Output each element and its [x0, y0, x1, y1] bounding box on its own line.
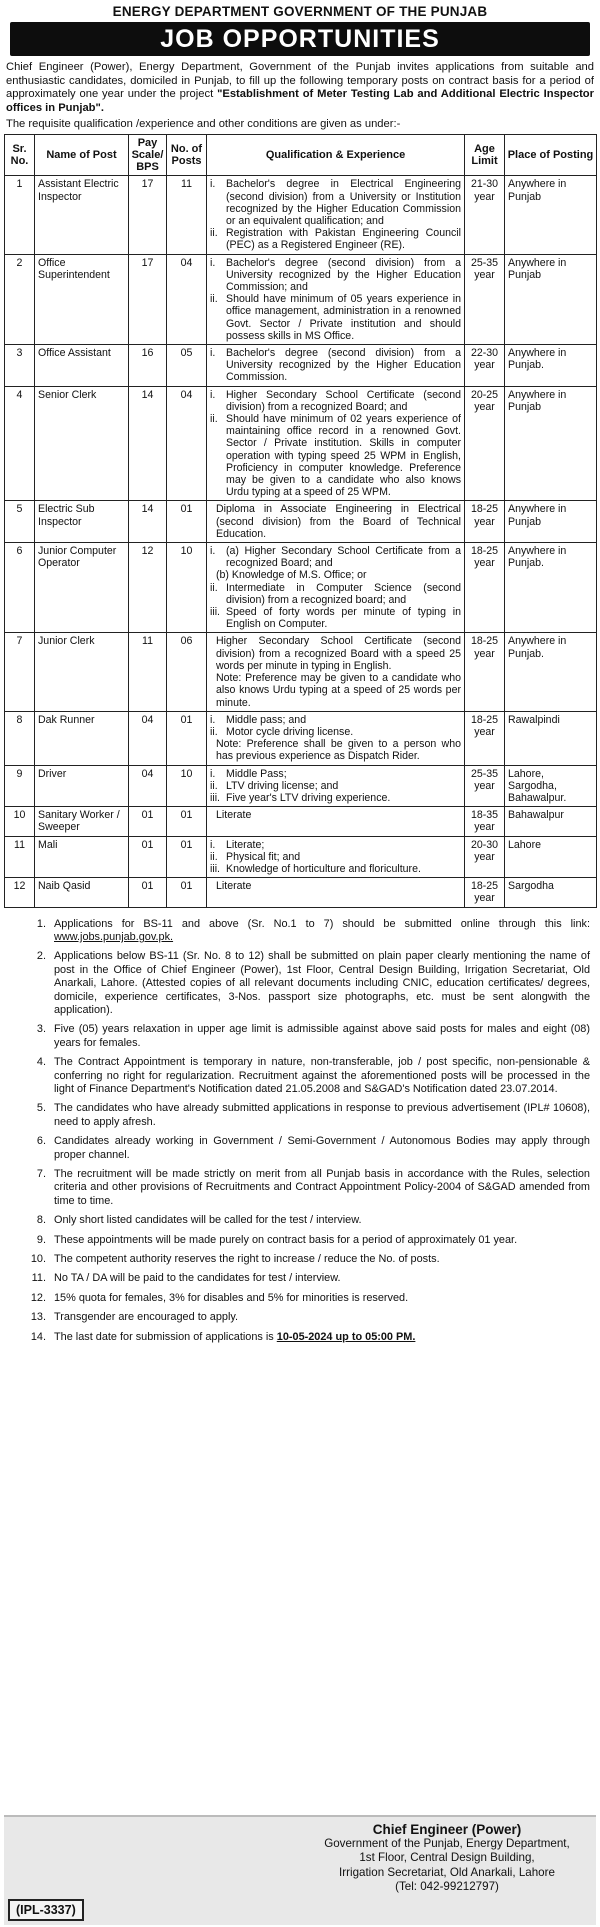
note-number: 4. — [36, 1056, 46, 1069]
qualification-item-text: Higher Secondary School Certificate (second division) from a recognized Board with a speed 25 words per minute in typing in English. — [216, 635, 461, 672]
post-name-cell: Junior Computer Operator — [35, 543, 129, 633]
signatory-line-3: Irrigation Secretariat, Old Anarkali, Lahore — [339, 1865, 555, 1879]
note-text: The competent authority reserves the right to increase / reduce the No. of posts. — [54, 1253, 440, 1266]
pay-scale-cell: 14 — [129, 501, 167, 543]
qualification-item — [210, 863, 461, 875]
num-posts-cell: 10 — [167, 543, 207, 633]
footer-box — [4, 1815, 596, 1925]
age-limit-cell: 20-30 year — [465, 836, 505, 878]
note-number: 6. — [36, 1135, 46, 1148]
qualification-cell — [207, 501, 465, 543]
note-text: Transgender are encouraged to apply. — [54, 1311, 239, 1324]
pay-scale-cell: 17 — [129, 176, 167, 254]
num-posts-cell: 05 — [167, 345, 207, 387]
qualification-cell — [207, 176, 465, 254]
signatory-title: Chief Engineer (Power) — [372, 1822, 522, 1837]
signatory-line-2: 1st Floor, Central Design Building, — [359, 1851, 535, 1865]
table-row — [5, 254, 597, 344]
qualification-item — [210, 780, 461, 792]
num-posts-cell: 01 — [167, 807, 207, 836]
qualification-item-text: Middle pass; and — [226, 713, 307, 726]
qualification-cell — [207, 765, 465, 807]
note-item — [30, 1311, 590, 1324]
qualification-item-text: Diploma in Associate Engineering in Electrical (second division) from the Board of Technical Education. — [216, 503, 461, 540]
qualification-item-text: (b) Knowledge of M.S. Office; or — [216, 569, 367, 582]
header-post: Name of Post — [35, 135, 129, 176]
note-text: Applications for BS-11 and above (Sr. No.1 to 7) should be submitted online through this link: — [54, 917, 590, 930]
qualification-item-text: Knowledge of horticulture and floriculture. — [226, 862, 421, 875]
place-of-posting-cell: Anywhere in Punjab. — [505, 633, 597, 711]
qualification-item — [210, 714, 461, 726]
qualification-cell — [207, 543, 465, 633]
note-text-wrap — [54, 1102, 590, 1129]
qualification-item-text: Note: Preference may be given to a candidate who also knows Urdu typing at a speed of 25 words per minute. — [216, 672, 461, 709]
qualification-item-text: LTV driving license; and — [226, 779, 339, 792]
age-limit-cell: 20-25 year — [465, 386, 505, 501]
age-limit-cell: 18-25 year — [465, 543, 505, 633]
qualification-item-text: Literate — [216, 809, 252, 822]
num-posts-cell: 01 — [167, 501, 207, 543]
qualification-item — [210, 389, 461, 413]
pay-scale-cell: 12 — [129, 543, 167, 633]
requisite-line: The requisite qualification /experience and other conditions are given as under:- — [6, 118, 401, 131]
notes-list — [4, 918, 596, 1345]
qualification-item-number: iii. — [210, 606, 221, 619]
note-text: These appointments will be made purely on contract basis for a period of approximately 01 year. — [54, 1233, 518, 1246]
sr-cell: 3 — [5, 345, 35, 387]
place-of-posting-cell: Anywhere in Punjab. — [505, 543, 597, 633]
qualification-item — [210, 503, 461, 540]
signature-block — [322, 1823, 572, 1894]
qualification-item-number: ii. — [210, 779, 218, 792]
pay-scale-cell: 11 — [129, 633, 167, 711]
signatory-line-1: Government of the Punjab, Energy Department, — [324, 1837, 570, 1851]
post-name-cell: Driver — [35, 765, 129, 807]
qualification-item — [210, 347, 461, 384]
note-number: 12. — [30, 1291, 46, 1304]
qualification-item — [210, 726, 461, 738]
age-limit-cell: 18-35 year — [465, 807, 505, 836]
table-row — [5, 633, 597, 711]
qualification-item-text: (a) Higher Secondary School Certificate from a recognized Board; and — [226, 545, 461, 570]
qualification-item-text: Bachelor's degree (second division) from a University recognized by the Higher Education Commission; and — [226, 256, 461, 293]
qualification-item — [210, 880, 461, 892]
note-number: 2. — [36, 950, 46, 963]
note-text: The candidates who have already submitted applications in response to previous advertisement (IPL# 10608), need to apply afresh. — [54, 1102, 590, 1128]
qualification-item-number: i. — [210, 713, 216, 726]
pay-scale-cell: 01 — [129, 836, 167, 878]
qualification-cell — [207, 345, 465, 387]
qualification-item — [210, 809, 461, 821]
pay-scale-cell: 04 — [129, 711, 167, 765]
note-text: Applications below BS-11 (Sr. No. 8 to 12) shall be submitted on plain paper clearly mentioning the name of post in the Office of Chief Engineer (Power), 1st Floor, Central Design Building, Irrigation Secretariat, Old Anarkali, Lahore. (Attested copies of all relevant documents including CNIC, education certificates/ degrees, domicile, experience certificates, 3-Nos. passport size photographs, etc. must be sent alongwith the application). — [54, 950, 590, 1016]
sr-cell: 4 — [5, 386, 35, 501]
last-date: 10-05-2024 up to 05:00 PM. — [276, 1330, 416, 1343]
note-text: No TA / DA will be paid to the candidates for test / interview. — [54, 1272, 341, 1285]
post-name-cell: Senior Clerk — [35, 386, 129, 501]
age-limit-cell: 22-30 year — [465, 345, 505, 387]
note-text-wrap — [54, 1056, 590, 1096]
qualification-item — [210, 738, 461, 762]
sr-cell: 7 — [5, 633, 35, 711]
pay-scale-cell: 01 — [129, 878, 167, 907]
age-limit-cell: 18-25 year — [465, 878, 505, 907]
num-posts-cell: 04 — [167, 386, 207, 501]
qualification-item-number: i. — [210, 838, 216, 851]
sr-cell: 5 — [5, 501, 35, 543]
qualification-cell — [207, 836, 465, 878]
qualification-item-text: Bachelor's degree (second division) from a University recognized by the Higher Education Commission. — [226, 347, 461, 384]
num-posts-cell: 01 — [167, 878, 207, 907]
post-name-cell: Mali — [35, 836, 129, 878]
note-text-wrap — [54, 1135, 590, 1162]
sr-cell: 6 — [5, 543, 35, 633]
qualification-item-number: i. — [210, 767, 216, 780]
pay-scale-cell: 04 — [129, 765, 167, 807]
qualification-item — [210, 792, 461, 804]
job-opportunities-banner: JOB OPPORTUNITIES — [10, 22, 590, 56]
qualification-item-number: ii. — [210, 293, 218, 306]
num-posts-cell: 06 — [167, 633, 207, 711]
qualification-item-number: i. — [210, 256, 216, 269]
qualification-item — [210, 293, 461, 342]
table-row — [5, 711, 597, 765]
sr-cell: 9 — [5, 765, 35, 807]
note-item — [34, 1214, 590, 1227]
num-posts-cell: 11 — [167, 176, 207, 254]
sr-cell: 11 — [5, 836, 35, 878]
note-number: 5. — [36, 1102, 46, 1115]
age-limit-cell: 18-25 year — [465, 501, 505, 543]
qualification-cell — [207, 386, 465, 501]
qualification-item-number: iii. — [210, 791, 221, 804]
post-name-cell: Sanitary Worker / Sweeper — [35, 807, 129, 836]
advertisement — [4, 2, 596, 1350]
note-text-wrap — [54, 1311, 590, 1324]
note-item — [34, 1056, 590, 1096]
qualification-item-text: Five year's LTV driving experience. — [226, 791, 391, 804]
header-pay: Pay Scale/ BPS — [129, 135, 167, 176]
post-name-cell: Assistant Electric Inspector — [35, 176, 129, 254]
place-of-posting-cell: Anywhere in Punjab — [505, 176, 597, 254]
qualification-item — [210, 851, 461, 863]
note-text: Five (05) years relaxation in upper age limit is admissible against above said posts for males and eight (08) years for females. — [54, 1023, 590, 1049]
place-of-posting-cell: Rawalpindi — [505, 711, 597, 765]
sr-cell: 10 — [5, 807, 35, 836]
department-heading: ENERGY DEPARTMENT GOVERNMENT OF THE PUNJAB — [112, 4, 488, 19]
note-text: Only short listed candidates will be called for the test / interview. — [54, 1214, 362, 1227]
qualification-item — [210, 672, 461, 709]
place-of-posting-cell: Anywhere in Punjab. — [505, 345, 597, 387]
qualification-item — [210, 582, 461, 606]
table-row — [5, 836, 597, 878]
place-of-posting-cell: Anywhere in Punjab — [505, 254, 597, 344]
note-text-wrap — [54, 918, 590, 945]
age-limit-cell: 25-35 year — [465, 765, 505, 807]
place-of-posting-cell: Anywhere in Punjab — [505, 386, 597, 501]
qualification-item — [210, 178, 461, 227]
intro-text: Chief Engineer (Power), Energy Department, Government of the Punjab invites applications from suitable and enthusiastic candidates, domiciled in Punjab, to fill up the following temporary posts on contract basis for a period of approximately one year under the project — [6, 61, 594, 101]
num-posts-cell: 01 — [167, 836, 207, 878]
place-of-posting-cell: Bahawalpur — [505, 807, 597, 836]
note-number: 13. — [30, 1311, 46, 1324]
note-text-wrap — [54, 1214, 590, 1227]
note-item — [30, 1330, 590, 1344]
post-name-cell: Naib Qasid — [35, 878, 129, 907]
note-number: 1. — [36, 917, 46, 930]
num-posts-cell: 01 — [167, 711, 207, 765]
pay-scale-cell: 16 — [129, 345, 167, 387]
ipl-number: (IPL-3337) — [8, 1899, 84, 1921]
note-text-wrap — [54, 1253, 590, 1266]
age-limit-cell: 21-30 year — [465, 176, 505, 254]
note-text: The recruitment will be made strictly on merit from all Punjab basis in accordance with the Rules, selection criteria and other provisions of Recruitments and Contract Appointment Policy-2004 of S&GAD amended from time to time. — [54, 1168, 590, 1207]
note-text: Candidates already working in Government / Semi-Government / Autonomous Bodies may apply through proper channel. — [54, 1135, 590, 1161]
note-text-wrap — [54, 1234, 590, 1247]
age-limit-cell: 18-25 year — [465, 633, 505, 711]
table-row — [5, 176, 597, 254]
qualification-item-text: Intermediate in Computer Science (second division) from a recognized board; and — [226, 581, 461, 606]
post-name-cell: Dak Runner — [35, 711, 129, 765]
post-name-cell: Office Assistant — [35, 345, 129, 387]
note-item — [30, 1291, 590, 1305]
qualification-item-number: ii. — [210, 725, 218, 738]
note-item — [30, 1253, 590, 1266]
header-qual: Qualification & Experience — [207, 135, 465, 176]
pay-scale-cell: 17 — [129, 254, 167, 344]
note-item — [34, 1168, 590, 1208]
note-text: The Contract Appointment is temporary in nature, non-transferable, job / post specific, non-pensionable & conferring no right for regularization. Recruitment against the aforementioned posts will be processed in the light of Finance Department's Notification dated 21.05.2008 and S&GAD's Notification dated 23.07.2014. — [54, 1056, 590, 1096]
header-num: No. of Posts — [167, 135, 207, 176]
num-posts-cell: 04 — [167, 254, 207, 344]
signatory-line-4: (Tel: 042-99212797) — [395, 1879, 499, 1893]
qualification-item — [210, 413, 461, 498]
project-name: "Establishment of Meter Testing Lab and Additional Electric Inspector offices in Punjab". — [6, 88, 594, 114]
note-item — [31, 1272, 590, 1285]
qualification-item — [210, 768, 461, 780]
qualification-item — [210, 839, 461, 851]
qualification-item-text: Speed of forty words per minute of typing in English on Computer. — [226, 606, 461, 631]
qualification-item-number: ii. — [210, 850, 218, 863]
qualification-item — [210, 227, 461, 251]
place-of-posting-cell: Lahore, Sargodha, Bahawalpur. — [505, 765, 597, 807]
header-age: Age Limit — [465, 135, 505, 176]
qualification-item-number: i. — [210, 347, 216, 360]
age-limit-cell: 25-35 year — [465, 254, 505, 344]
note-item — [34, 918, 590, 945]
note-text-wrap — [54, 950, 590, 1017]
note-item — [34, 1135, 590, 1162]
qualification-cell — [207, 254, 465, 344]
note-text-wrap — [54, 1331, 590, 1344]
qualification-item — [210, 545, 461, 569]
post-name-cell: Office Superintendent — [35, 254, 129, 344]
note-text-wrap — [54, 1023, 590, 1050]
qualification-item-number: iii. — [210, 862, 221, 875]
pay-scale-cell: 14 — [129, 386, 167, 501]
num-posts-cell: 10 — [167, 765, 207, 807]
note-text-wrap — [54, 1272, 590, 1285]
qualification-item-text: Motor cycle driving license. — [226, 725, 354, 738]
qualification-item-number: ii. — [210, 581, 218, 594]
table-header-row — [5, 135, 597, 176]
note-number: 14. — [30, 1330, 46, 1343]
qualification-item-text: Note: Preference shall be given to a person who has previous experience as Dispatch Rider. — [216, 738, 461, 763]
qualification-item-number: i. — [210, 545, 216, 558]
sr-cell: 2 — [5, 254, 35, 344]
note-text: 15% quota for females, 3% for disables and 5% for minorities is reserved. — [54, 1291, 409, 1304]
table-row — [5, 765, 597, 807]
sr-cell: 8 — [5, 711, 35, 765]
sr-cell: 1 — [5, 176, 35, 254]
posts-table — [4, 134, 597, 907]
qualification-cell — [207, 633, 465, 711]
qualification-cell — [207, 807, 465, 836]
place-of-posting-cell: Lahore — [505, 836, 597, 878]
sr-cell: 12 — [5, 878, 35, 907]
header-place: Place of Posting — [505, 135, 597, 176]
qualification-item-text: Physical fit; and — [226, 850, 301, 863]
note-number: 8. — [36, 1214, 46, 1227]
note-number: 7. — [36, 1168, 46, 1181]
age-limit-cell: 18-25 year — [465, 711, 505, 765]
qualification-item-number: i. — [210, 388, 216, 401]
place-of-posting-cell: Anywhere in Punjab — [505, 501, 597, 543]
note-item — [34, 1023, 590, 1050]
note-number: 3. — [36, 1023, 46, 1036]
qualification-item-text: Literate; — [226, 838, 265, 851]
qualification-item-text: Registration with Pakistan Engineering Council (PEC) as a Registered Engineer (RE). — [226, 227, 461, 252]
note-item — [34, 1102, 590, 1129]
note-number: 10. — [30, 1253, 46, 1266]
table-row — [5, 543, 597, 633]
header-sr: Sr. No. — [5, 135, 35, 176]
intro-paragraph — [6, 61, 594, 115]
qualification-item-text: Literate — [216, 880, 252, 893]
place-of-posting-cell: Sargodha — [505, 878, 597, 907]
note-text-wrap — [54, 1292, 590, 1305]
table-row — [5, 386, 597, 501]
qualification-cell — [207, 878, 465, 907]
qualification-item-text: Should have minimum of 05 years experience in office management, administration in a renowned Govt. Sector / Private institution and should possess skills in MS Office. — [226, 293, 461, 342]
qualification-item — [210, 257, 461, 294]
table-row — [5, 807, 597, 836]
qualification-item-number: ii. — [210, 413, 218, 426]
note-item — [34, 950, 590, 1017]
qualification-item-number: ii. — [210, 227, 218, 240]
pay-scale-cell: 01 — [129, 807, 167, 836]
note-item — [34, 1234, 590, 1247]
qualification-item-text: Should have minimum of 02 years experience of maintaining office record in a renowned Govt. Sector / Private institution. Skills in computer operation with typing speed 25 WPM in English, Proficiency in computer knowledge. Preference may be given to a candidate who also knows Urdu typing at a speed of 25 WPM. — [226, 413, 461, 499]
note-number: 11. — [31, 1272, 46, 1285]
note-text: The last date for submission of applications is — [54, 1330, 277, 1343]
table-row — [5, 501, 597, 543]
note-text-wrap — [54, 1168, 590, 1208]
qualification-item-text: Higher Secondary School Certificate (second division) from a recognized Board; and — [226, 388, 461, 413]
qualification-cell — [207, 711, 465, 765]
qualification-item-text: Middle Pass; — [226, 767, 287, 780]
qualification-item — [210, 569, 461, 581]
qualification-item — [210, 635, 461, 672]
qualification-item-number: i. — [210, 178, 216, 191]
table-row — [5, 878, 597, 907]
jobs-portal-link[interactable]: www.jobs.punjab.gov.pk. — [54, 930, 174, 943]
qualification-item-text: Bachelor's degree in Electrical Engineering (second division) from a University or Institution recognized by the Higher Education Commission or an equivalent qualification; and — [226, 178, 461, 227]
post-name-cell: Junior Clerk — [35, 633, 129, 711]
note-number: 9. — [36, 1233, 46, 1246]
post-name-cell: Electric Sub Inspector — [35, 501, 129, 543]
table-row — [5, 345, 597, 387]
qualification-item — [210, 606, 461, 630]
